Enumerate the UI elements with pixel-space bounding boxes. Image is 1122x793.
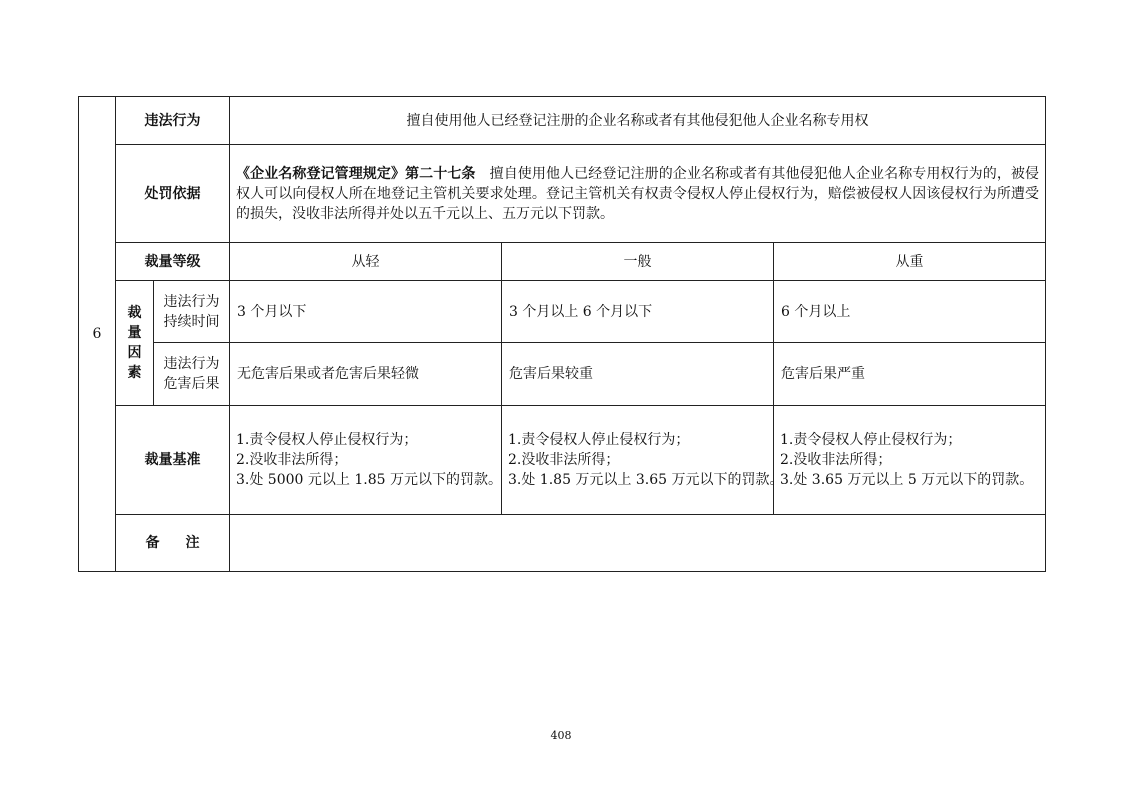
factors-label-char: 素 xyxy=(127,365,142,381)
standard-light-item: 3.处 5000 元以上 1.85 万元以下的罚款。 xyxy=(236,472,502,488)
standard-light xyxy=(230,406,502,515)
consequence-heavy: 危害后果严重 xyxy=(774,343,1046,406)
remarks-text xyxy=(230,515,1046,572)
standards-row xyxy=(79,406,1046,515)
standard-general-item: 1.责令侵权人停止侵权行为； xyxy=(508,432,690,448)
violation-label: 违法行为 xyxy=(116,97,230,145)
duration-general: 3 个月以上 6 个月以下 xyxy=(502,281,774,343)
levels-label: 裁量等级 xyxy=(116,243,230,281)
consequence-label-line: 违法行为 xyxy=(163,356,220,372)
standard-heavy-item: 3.处 3.65 万元以上 5 万元以下的罚款。 xyxy=(780,472,1034,488)
consequence-label-line: 危害后果 xyxy=(163,376,220,392)
duration-row xyxy=(79,281,1046,343)
factors-label xyxy=(116,281,154,406)
level-light: 从轻 xyxy=(230,243,502,281)
standard-heavy xyxy=(774,406,1046,515)
duration-label-line: 持续时间 xyxy=(163,313,220,330)
standard-general-item: 3.处 1.85 万元以上 3.65 万元以下的罚款。 xyxy=(508,472,784,488)
remarks-row xyxy=(79,515,1046,572)
page-number: 408 xyxy=(550,729,572,742)
violation-text: 擅自使用他人已经登记注册的企业名称或者有其他侵犯他人企业名称专用权 xyxy=(230,97,1046,145)
standard-light-item: 2.没收非法所得； xyxy=(236,452,348,468)
violation-row xyxy=(79,97,1046,145)
basis-row xyxy=(79,145,1046,243)
duration-label-line: 违法行为 xyxy=(163,293,220,310)
discretion-table xyxy=(78,96,1046,572)
consequence-label xyxy=(154,343,230,406)
basis-text: 擅自使用他人已经登记注册的企业名称或者有其他侵犯他人企业名称专用权行为的，被侵权人可以向侵权人所在地登记主管机关要求处理。登记主管机关有权责令侵权人停止侵权行为，赔偿被侵权人因该侵权行为所遭受的损失，没收非法所得并处以五千元以上、五万元以下罚款。 xyxy=(236,165,1040,222)
consequence-general: 危害后果较重 xyxy=(502,343,774,406)
standard-heavy-item: 1.责令侵权人停止侵权行为； xyxy=(780,432,962,448)
duration-heavy: 6 个月以上 xyxy=(774,281,1046,343)
consequence-light: 无危害后果或者危害后果轻微 xyxy=(230,343,502,406)
factors-label-char: 因 xyxy=(127,345,142,361)
standard-general xyxy=(502,406,784,515)
basis-law-name: 《企业名称登记管理规定》第二十七条 xyxy=(236,165,476,182)
basis-label: 处罚依据 xyxy=(116,145,230,243)
standard-light-item: 1.责令侵权人停止侵权行为； xyxy=(236,432,418,448)
factors-label-char: 量 xyxy=(127,325,142,341)
duration-label xyxy=(154,281,230,343)
factors-label-char: 裁 xyxy=(127,305,142,321)
levels-row xyxy=(79,243,1046,281)
standard-general-item: 2.没收非法所得； xyxy=(508,452,620,468)
standards-label: 裁量基准 xyxy=(116,406,230,515)
row-number: 6 xyxy=(79,97,116,572)
standard-heavy-item: 2.没收非法所得； xyxy=(780,452,892,468)
consequence-row xyxy=(79,343,1046,406)
basis-cell xyxy=(230,145,1046,243)
level-heavy: 从重 xyxy=(774,243,1046,281)
remarks-label: 备注 xyxy=(116,515,230,572)
duration-light: 3 个月以下 xyxy=(230,281,502,343)
level-general: 一般 xyxy=(502,243,774,281)
